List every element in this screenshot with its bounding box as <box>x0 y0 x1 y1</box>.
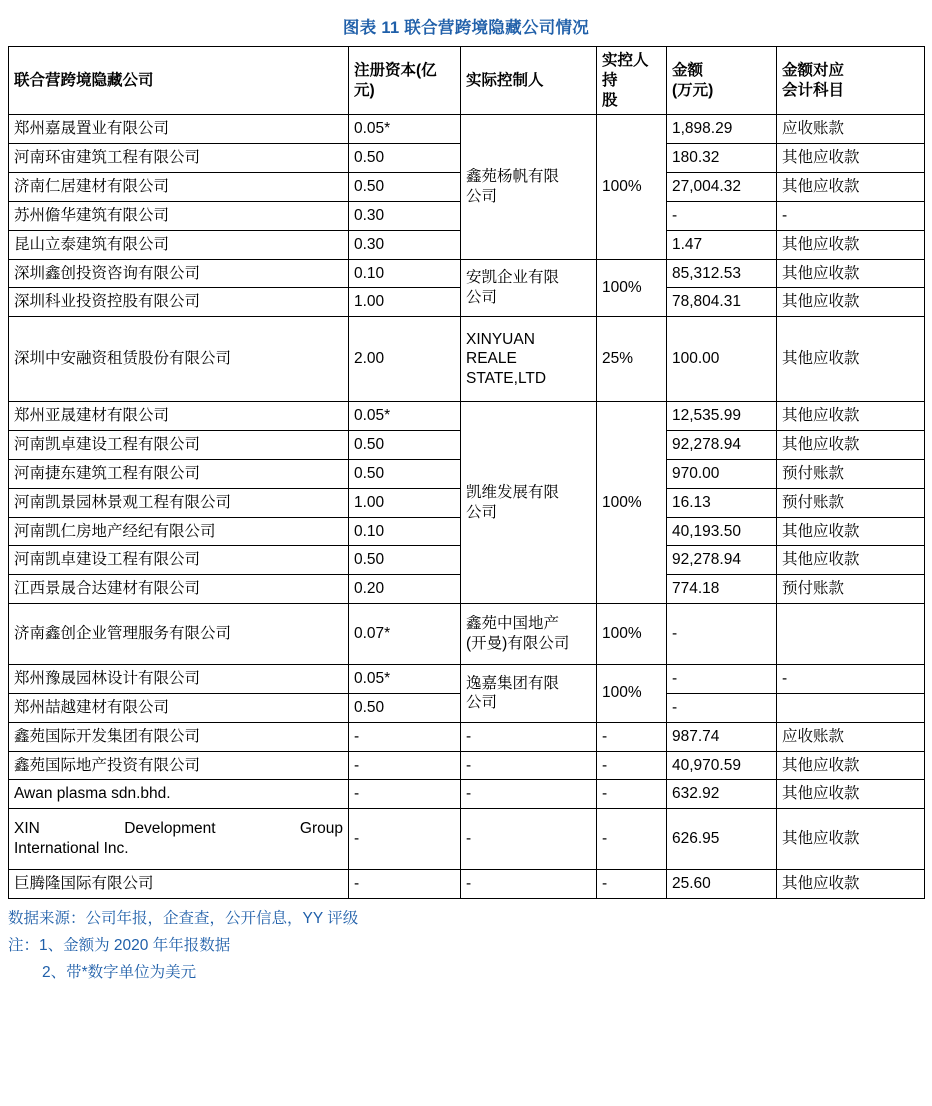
column-header-amount-line1: 金额 <box>672 61 704 79</box>
cell-subject: 其他应收款 <box>777 173 925 202</box>
cell-registered-capital: 0.50 <box>349 693 461 722</box>
column-header-controller <box>461 47 597 115</box>
cell-amount: 78,804.31 <box>667 288 777 317</box>
cell-company: 深圳鑫创投资咨询有限公司 <box>9 259 349 288</box>
cell-controller <box>461 259 597 317</box>
cell-amount: 40,970.59 <box>667 751 777 780</box>
table-row <box>9 665 925 694</box>
cross-border-hidden-companies-table <box>8 46 925 899</box>
cell-subject: 其他应收款 <box>777 870 925 899</box>
cell-company: 河南凯景园林景观工程有限公司 <box>9 488 349 517</box>
table-row <box>9 722 925 751</box>
column-header-registered-capital <box>349 47 461 115</box>
cell-registered-capital: - <box>349 870 461 899</box>
cell-shareholding: - <box>597 751 667 780</box>
cell-company: 河南凯卓建设工程有限公司 <box>9 546 349 575</box>
cell-company: 江西景晟合达建材有限公司 <box>9 575 349 604</box>
cell-controller-line2: 公司 <box>466 503 498 521</box>
table-row <box>9 870 925 899</box>
cell-amount: 1.47 <box>667 230 777 259</box>
cell-company: 深圳中安融资租赁股份有限公司 <box>9 317 349 402</box>
cell-subject: 其他应收款 <box>777 431 925 460</box>
cell-subject: 预付账款 <box>777 459 925 488</box>
cell-shareholding: - <box>597 722 667 751</box>
cell-shareholding: 25% <box>597 317 667 402</box>
cell-amount: 92,278.94 <box>667 431 777 460</box>
cell-controller-line2: REALE <box>466 350 517 368</box>
cell-company-line2: International Inc. <box>14 840 129 858</box>
cell-company: 河南捷东建筑工程有限公司 <box>9 459 349 488</box>
cell-subject: 其他应收款 <box>777 317 925 402</box>
cell-amount: 40,193.50 <box>667 517 777 546</box>
table-body <box>9 115 925 899</box>
cell-registered-capital: 0.07* <box>349 604 461 665</box>
column-header-account-subject-line1: 金额对应 <box>782 61 845 79</box>
cell-company: 鑫苑国际地产投资有限公司 <box>9 751 349 780</box>
cell-amount: 626.95 <box>667 809 777 870</box>
cell-controller-line3: STATE,LTD <box>466 370 547 388</box>
cell-company: Awan plasma sdn.bhd. <box>9 780 349 809</box>
cell-company: 苏州儋华建筑有限公司 <box>9 201 349 230</box>
cell-shareholding: 100% <box>597 604 667 665</box>
cell-registered-capital: 0.10 <box>349 259 461 288</box>
cell-subject: 其他应收款 <box>777 751 925 780</box>
cell-company <box>9 809 349 870</box>
table-row <box>9 809 925 870</box>
cell-shareholding: - <box>597 780 667 809</box>
cell-shareholding: 100% <box>597 665 667 723</box>
cell-shareholding: - <box>597 809 667 870</box>
cell-controller <box>461 402 597 604</box>
cell-subject: 其他应收款 <box>777 144 925 173</box>
cell-company: 郑州喆越建材有限公司 <box>9 693 349 722</box>
column-header-shareholding-line1: 实控人 持 <box>602 52 649 89</box>
column-header-company <box>9 47 349 115</box>
column-header-amount <box>667 47 777 115</box>
column-header-registered-capital-line2: 元) <box>354 81 375 99</box>
column-header-shareholding <box>597 47 667 115</box>
table-row <box>9 402 925 431</box>
cell-subject: 其他应收款 <box>777 259 925 288</box>
cell-registered-capital: 0.30 <box>349 230 461 259</box>
cell-subject: 其他应收款 <box>777 809 925 870</box>
cell-subject: 其他应收款 <box>777 230 925 259</box>
column-header-company-line1: 联合营跨境隐藏公司 <box>14 71 154 89</box>
cell-amount: 970.00 <box>667 459 777 488</box>
cell-controller <box>461 317 597 402</box>
cell-shareholding: 100% <box>597 402 667 604</box>
cell-registered-capital: 0.05* <box>349 115 461 144</box>
cell-amount: 85,312.53 <box>667 259 777 288</box>
cell-amount: 27,004.32 <box>667 173 777 202</box>
cell-shareholding: 100% <box>597 115 667 259</box>
cell-subject: 其他应收款 <box>777 546 925 575</box>
cell-subject: 应收账款 <box>777 722 925 751</box>
table-notes <box>8 905 924 986</box>
cell-subject: - <box>777 201 925 230</box>
cell-controller-line1: 安凯企业有限 <box>466 269 560 287</box>
cell-amount: 100.00 <box>667 317 777 402</box>
table-row <box>9 259 925 288</box>
cell-subject <box>777 693 925 722</box>
cell-company: 郑州豫晟园林设计有限公司 <box>9 665 349 694</box>
cell-registered-capital: 0.50 <box>349 173 461 202</box>
table-header <box>9 47 925 115</box>
cell-amount: 92,278.94 <box>667 546 777 575</box>
cell-registered-capital: - <box>349 751 461 780</box>
cell-controller <box>461 665 597 723</box>
cell-subject: 其他应收款 <box>777 288 925 317</box>
cell-amount: 632.92 <box>667 780 777 809</box>
cell-company: 河南凯卓建设工程有限公司 <box>9 431 349 460</box>
table-row <box>9 751 925 780</box>
cell-company-part1: XIN <box>14 820 40 838</box>
cell-registered-capital: - <box>349 780 461 809</box>
cell-company-part2: Development <box>124 820 216 838</box>
cell-controller: - <box>461 809 597 870</box>
cell-subject: 应收账款 <box>777 115 925 144</box>
cell-shareholding: - <box>597 870 667 899</box>
cell-registered-capital: 1.00 <box>349 488 461 517</box>
cell-amount: 12,535.99 <box>667 402 777 431</box>
cell-controller-line2: 公司 <box>466 288 498 306</box>
cell-company: 郑州嘉晟置业有限公司 <box>9 115 349 144</box>
cell-company: 河南环宙建筑工程有限公司 <box>9 144 349 173</box>
cell-controller <box>461 604 597 665</box>
cell-company-part3: Group <box>299 820 343 838</box>
cell-registered-capital: 0.30 <box>349 201 461 230</box>
cell-amount: - <box>667 665 777 694</box>
cell-controller: - <box>461 751 597 780</box>
cell-amount: 16.13 <box>667 488 777 517</box>
cell-subject: 其他应收款 <box>777 402 925 431</box>
page-title: 图表 11 联合营跨境隐藏公司情况 <box>342 19 590 37</box>
cell-registered-capital: - <box>349 722 461 751</box>
column-header-account-subject <box>777 47 925 115</box>
cell-subject: 其他应收款 <box>777 780 925 809</box>
cell-controller-line1: XINYUAN <box>466 330 535 348</box>
cell-subject: 预付账款 <box>777 575 925 604</box>
cell-controller-line1: 逸嘉集团有限 <box>466 674 560 692</box>
cell-controller: - <box>461 722 597 751</box>
cell-amount: - <box>667 604 777 665</box>
cell-subject: 预付账款 <box>777 488 925 517</box>
data-source-note: 数据来源：公司年报，企查查，公开信息，YY 评级 <box>8 910 359 928</box>
cell-registered-capital: 0.20 <box>349 575 461 604</box>
cell-registered-capital: 0.50 <box>349 144 461 173</box>
column-header-controller-line1: 实际控制人 <box>466 71 544 89</box>
cell-controller-line2: 公司 <box>466 188 498 206</box>
column-header-account-subject-line2: 会计科目 <box>782 81 845 99</box>
column-header-registered-capital-line1: 注册资本(亿 <box>354 61 437 79</box>
cell-amount: 180.32 <box>667 144 777 173</box>
note-2: 2、带*数字单位为美元 <box>42 964 197 982</box>
cell-subject: 其他应收款 <box>777 517 925 546</box>
table-row <box>9 317 925 402</box>
cell-registered-capital: 0.50 <box>349 459 461 488</box>
cell-company: 河南凯仁房地产经纪有限公司 <box>9 517 349 546</box>
cell-controller <box>461 115 597 259</box>
cell-controller: - <box>461 870 597 899</box>
table-row <box>9 780 925 809</box>
cell-amount: 25.60 <box>667 870 777 899</box>
cell-controller-line1: 鑫苑杨帆有限 <box>466 168 560 186</box>
cell-registered-capital: 0.10 <box>349 517 461 546</box>
cell-subject <box>777 604 925 665</box>
cell-company: 郑州亚晟建材有限公司 <box>9 402 349 431</box>
cell-amount: 1,898.29 <box>667 115 777 144</box>
cell-subject: - <box>777 665 925 694</box>
cell-controller-line2: 公司 <box>466 694 498 712</box>
cell-company-line1 <box>14 819 343 839</box>
cell-registered-capital: 0.50 <box>349 546 461 575</box>
cell-shareholding: 100% <box>597 259 667 317</box>
column-header-amount-line2: (万元) <box>672 81 714 99</box>
cell-controller-line2: (开曼)有限公司 <box>466 635 570 653</box>
cell-registered-capital: 1.00 <box>349 288 461 317</box>
cell-registered-capital: 2.00 <box>349 317 461 402</box>
cell-registered-capital: - <box>349 809 461 870</box>
table-header-row <box>9 47 925 115</box>
cell-amount: 774.18 <box>667 575 777 604</box>
cell-company: 昆山立泰建筑有限公司 <box>9 230 349 259</box>
cell-registered-capital: 0.05* <box>349 402 461 431</box>
cell-amount: - <box>667 201 777 230</box>
table-row <box>9 115 925 144</box>
cell-controller-line1: 凯维发展有限 <box>466 483 560 501</box>
cell-company: 巨腾隆国际有限公司 <box>9 870 349 899</box>
cell-company: 深圳科业投资控股有限公司 <box>9 288 349 317</box>
cell-controller: - <box>461 780 597 809</box>
cell-company: 鑫苑国际开发集团有限公司 <box>9 722 349 751</box>
cell-company: 济南鑫创企业管理服务有限公司 <box>9 604 349 665</box>
cell-controller-line1: 鑫苑中国地产 <box>466 615 560 633</box>
cell-amount: - <box>667 693 777 722</box>
cell-registered-capital: 0.05* <box>349 665 461 694</box>
table-row <box>9 604 925 665</box>
cell-company: 济南仁居建材有限公司 <box>9 173 349 202</box>
cell-amount: 987.74 <box>667 722 777 751</box>
cell-registered-capital: 0.50 <box>349 431 461 460</box>
column-header-shareholding-line2: 股 <box>602 91 618 109</box>
note-1: 注：1、金额为 2020 年年报数据 <box>8 937 231 955</box>
